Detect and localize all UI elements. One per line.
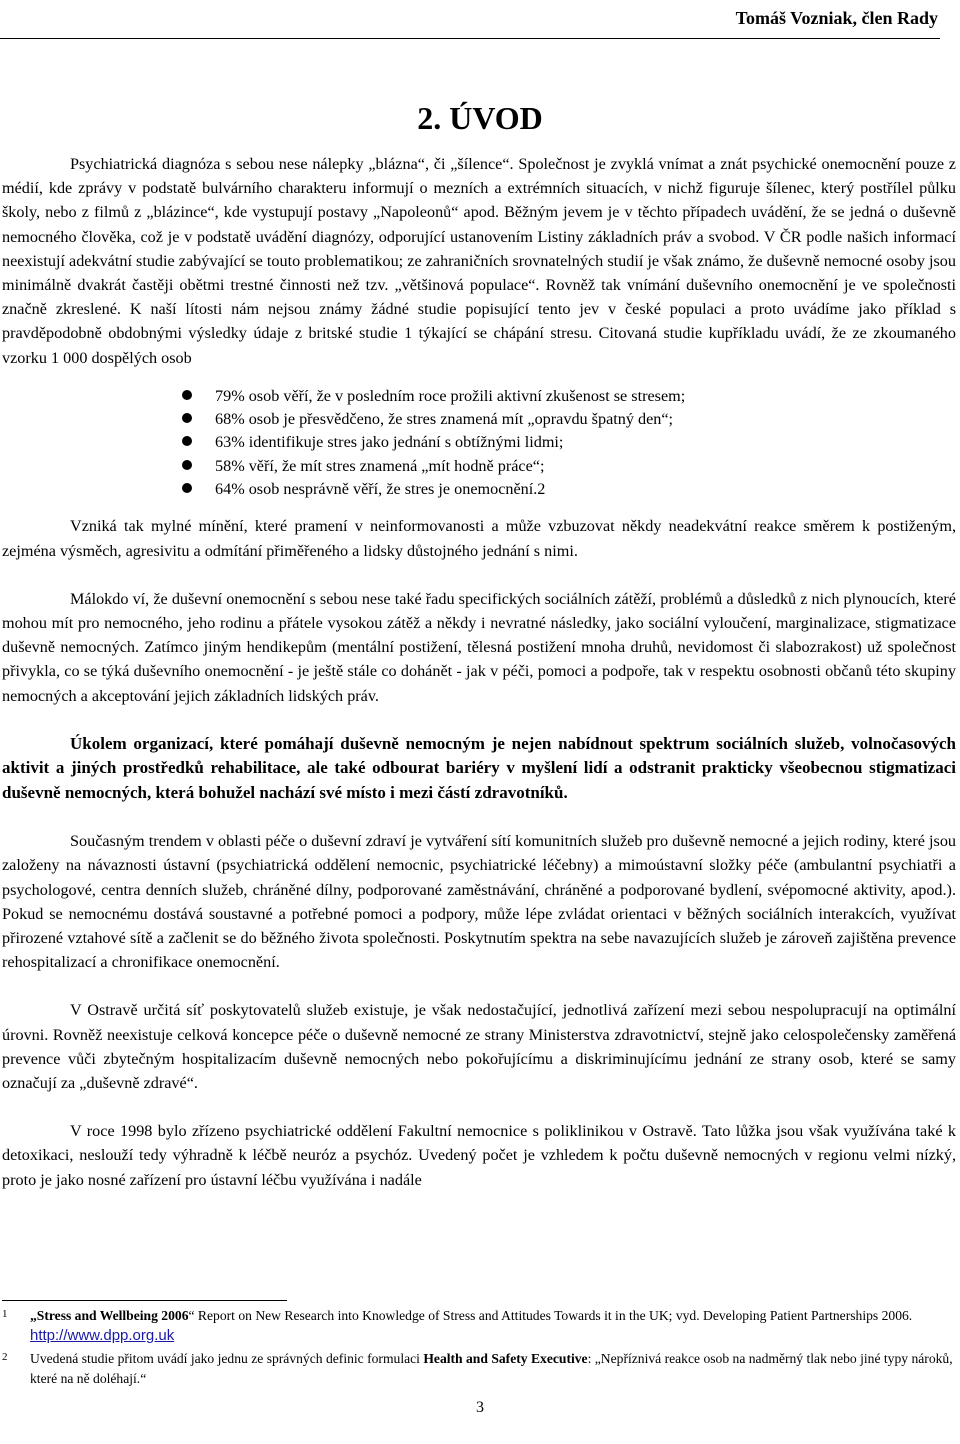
footnote-link[interactable]: http://www.dpp.org.uk bbox=[30, 1327, 175, 1344]
bullet-icon bbox=[182, 413, 192, 423]
list-item-text: 63% identifikuje stres jako jednání s obtížnými lidmi; bbox=[215, 433, 564, 452]
footnotes bbox=[2, 1306, 956, 1389]
list-item bbox=[2, 454, 956, 477]
list-item-text: 64% osob nesprávně věří, že stres je onemocnění.2 bbox=[215, 480, 546, 499]
footnote-title: „Stress and Wellbeing 2006 bbox=[30, 1308, 189, 1323]
bullet-icon bbox=[182, 460, 192, 470]
running-header: Tomáš Vozniak, člen Rady bbox=[735, 8, 938, 28]
section-title: 2. ÚVOD bbox=[417, 100, 543, 136]
bullet-icon bbox=[182, 390, 192, 400]
list-item bbox=[2, 430, 956, 453]
bullet-icon bbox=[182, 436, 192, 446]
list-item bbox=[2, 477, 956, 500]
footnote-1 bbox=[2, 1306, 956, 1346]
footnote-number: 1 bbox=[2, 1308, 8, 1320]
list-item bbox=[2, 384, 956, 407]
statistics-list bbox=[2, 384, 956, 500]
page-number: 3 bbox=[476, 1399, 484, 1416]
list-item-text: 79% osob věří, že v posledním roce prožili aktivní zkušenost se stresem; bbox=[215, 386, 686, 405]
header-rule bbox=[0, 38, 940, 39]
footnote-text: “ Report on New Research into Knowledge of Stress and Attitudes Towards it in the UK; vyd. Developing Patient Partnerships 2006. bbox=[188, 1308, 913, 1323]
paragraph-burdens: Málokdo ví, že duševní onemocnění s sebou nese také řadu specifických sociálních zátěží, problémů a důsledků z nich plynoucích, které mohou mít pro nemocného, jeho rodinu a přátele vysokou zátěž a někdy i nevratné následky, jako sociální vyloučení, marginalizace, stigmatizace duševně nemocných. Zatímco jiným hendikepům (mentální postižení, tělesná postižení mnoha druhů, nevidomost či slabozrakost) už společnost přivykla, co se týká duševního onemocnění - je ještě stále co dohánět - jak v péči, pomoci a podpoře, tak v respektu osobnosti občanů této skupiny nemocných a akceptování jejich základních lidských práv. bbox=[2, 589, 956, 705]
footnote-2 bbox=[2, 1349, 956, 1389]
footnote-text: Uvedená studie přitom uvádí jako jednu ze správných definic formulaci bbox=[30, 1351, 424, 1366]
footnote-bold-term: Health and Safety Executive bbox=[423, 1351, 588, 1366]
footnote-number: 2 bbox=[2, 1351, 8, 1363]
paragraph-trend: Současným trendem v oblasti péče o duševní zdraví je vytváření sítí komunitních služeb pro duševně nemocné a jejich rodiny, které jsou založeny na návaznosti ústavní (psychiatrická oddělení nemocnic, psychiatrické léčebny) a mimoústavní složky péče (ambulantní psychiatři a psychologové, centra denních služeb, chráněné dílny, podporované zaměstnávání, chráněné a podporované bydlení, svépomocné aktivity, apod.). Pokud se nemocnému dostává soustavné a potřebné pomoci a podpory, může lépe zvládat orientaci v běžných sociálních interakcích, využívat přirozené vztahové sítě a začlenit se do běžného života společnosti. Poskytnutím spektra na sebe navazujících služeb je zároveň zajištěna prevence rehospitalizací a chronifikace onemocnění. bbox=[2, 832, 956, 972]
paragraph-ostrava: V Ostravě určitá síť poskytovatelů služeb existuje, je však nedostačující, jednotlivá zařízení mezi sebou nespolupracují na optimální úrovni. Rovněž neexistuje celková koncepce péče o duševně nemocné ze strany Ministerstva zdravotnictví, stejně jako celospolečensky zaměřená prevence vůči zbytečným hospitalizacím duševně nemocných nebo pokořujícímu a diskriminujícímu jednání ze strany osob, které se samy označují za „duševně zdravé“. bbox=[2, 1001, 956, 1093]
paragraph-intro: Psychiatrická diagnóza s sebou nese nálepky „blázna“, či „šílence“. Společnost je zvyklá vnímat a znát psychické onemocnění pouze z médií, kde zprávy v podstatě bulvárního charakteru informují o mezních a extrémních situacích, v nichž figuruje šílenec, který postřílel půlku školy, nebo z filmů z „blázince“, kde vystupují postavy „Napoleonů“ apod. Běžným jevem je v těchto případech uvádění, že se jedná o duševně nemocného člověka, což je v podstatě uvádění diagnózy, odporující ustanovením Listiny základních práv a svobod. V ČR podle našich informací neexistují adekvátní studie zabývající se touto problematikou; ze zahraničních srovnatelných studií je však známo, že duševně nemocné osoby jsou minimálně dvakrát častěji obětmi trestné činnosti než tzv. „většinová populace“. Rovněž tak vnímání duševního onemocnění je ve společnosti značně zkreslené. K naší lítosti nám nejsou známy žádné studie popisující tento jev v české populaci a proto uvádíme jako příklad s pravděpodobně obdobnými výsledky údaje z britské studie 1 týkající se chápání stresu. Citovaná studie kupříkladu uvádí, že ze zkoumaného vzorku 1 000 dospělých osob bbox=[2, 155, 956, 367]
list-item-text: 68% osob je přesvědčeno, že stres znamená mít „opravdu špatný den“; bbox=[215, 410, 674, 429]
footnote-text: : „Nepříznivá reakce osob na nadměrný tlak nebo jiné typy nároků, které na ně doléhají.“ bbox=[30, 1351, 953, 1386]
paragraph-1998: V roce 1998 bylo zřízeno psychiatrické oddělení Fakultní nemocnice s poliklinikou v Ostravě. Tato lůžka jsou však využívána také k detoxikaci, neslouží tedy výhradně k léčbě neuróz a psychóz. Uvedený počet je vzhledem k počtu duševně nemocných v regionu velmi nízký, proto je jako nosné zařízení pro ústavní léčbu využívána i nadále bbox=[2, 1122, 956, 1189]
paragraph-mission: Úkolem organizací, které pomáhají duševně nemocným je nejen nabídnout spektrum sociálních služeb, volnočasových aktivit a jiných prostředků rehabilitace, ale také odbourat bariéry v myšlení lidí a odstranit prakticky všeobecnou stigmatizaci duševně nemocných, která bohužel nachází své místo i mezi částí zdravotníků. bbox=[2, 733, 956, 802]
footnote-separator bbox=[2, 1300, 287, 1301]
list-item bbox=[2, 407, 956, 430]
body-text bbox=[2, 152, 956, 1192]
bullet-icon bbox=[182, 483, 192, 493]
list-item-text: 58% věří, že mít stres znamená „mít hodně práce“; bbox=[215, 456, 545, 475]
paragraph-misconception: Vzniká tak mylné mínění, které pramení v neinformovanosti a může vzbuzovat někdy neadekvátní reakce směrem k postiženým, zejména výsměch, agresivitu a odmítání přiměřeného a lidsky důstojného jednání s nimi. bbox=[2, 517, 956, 560]
